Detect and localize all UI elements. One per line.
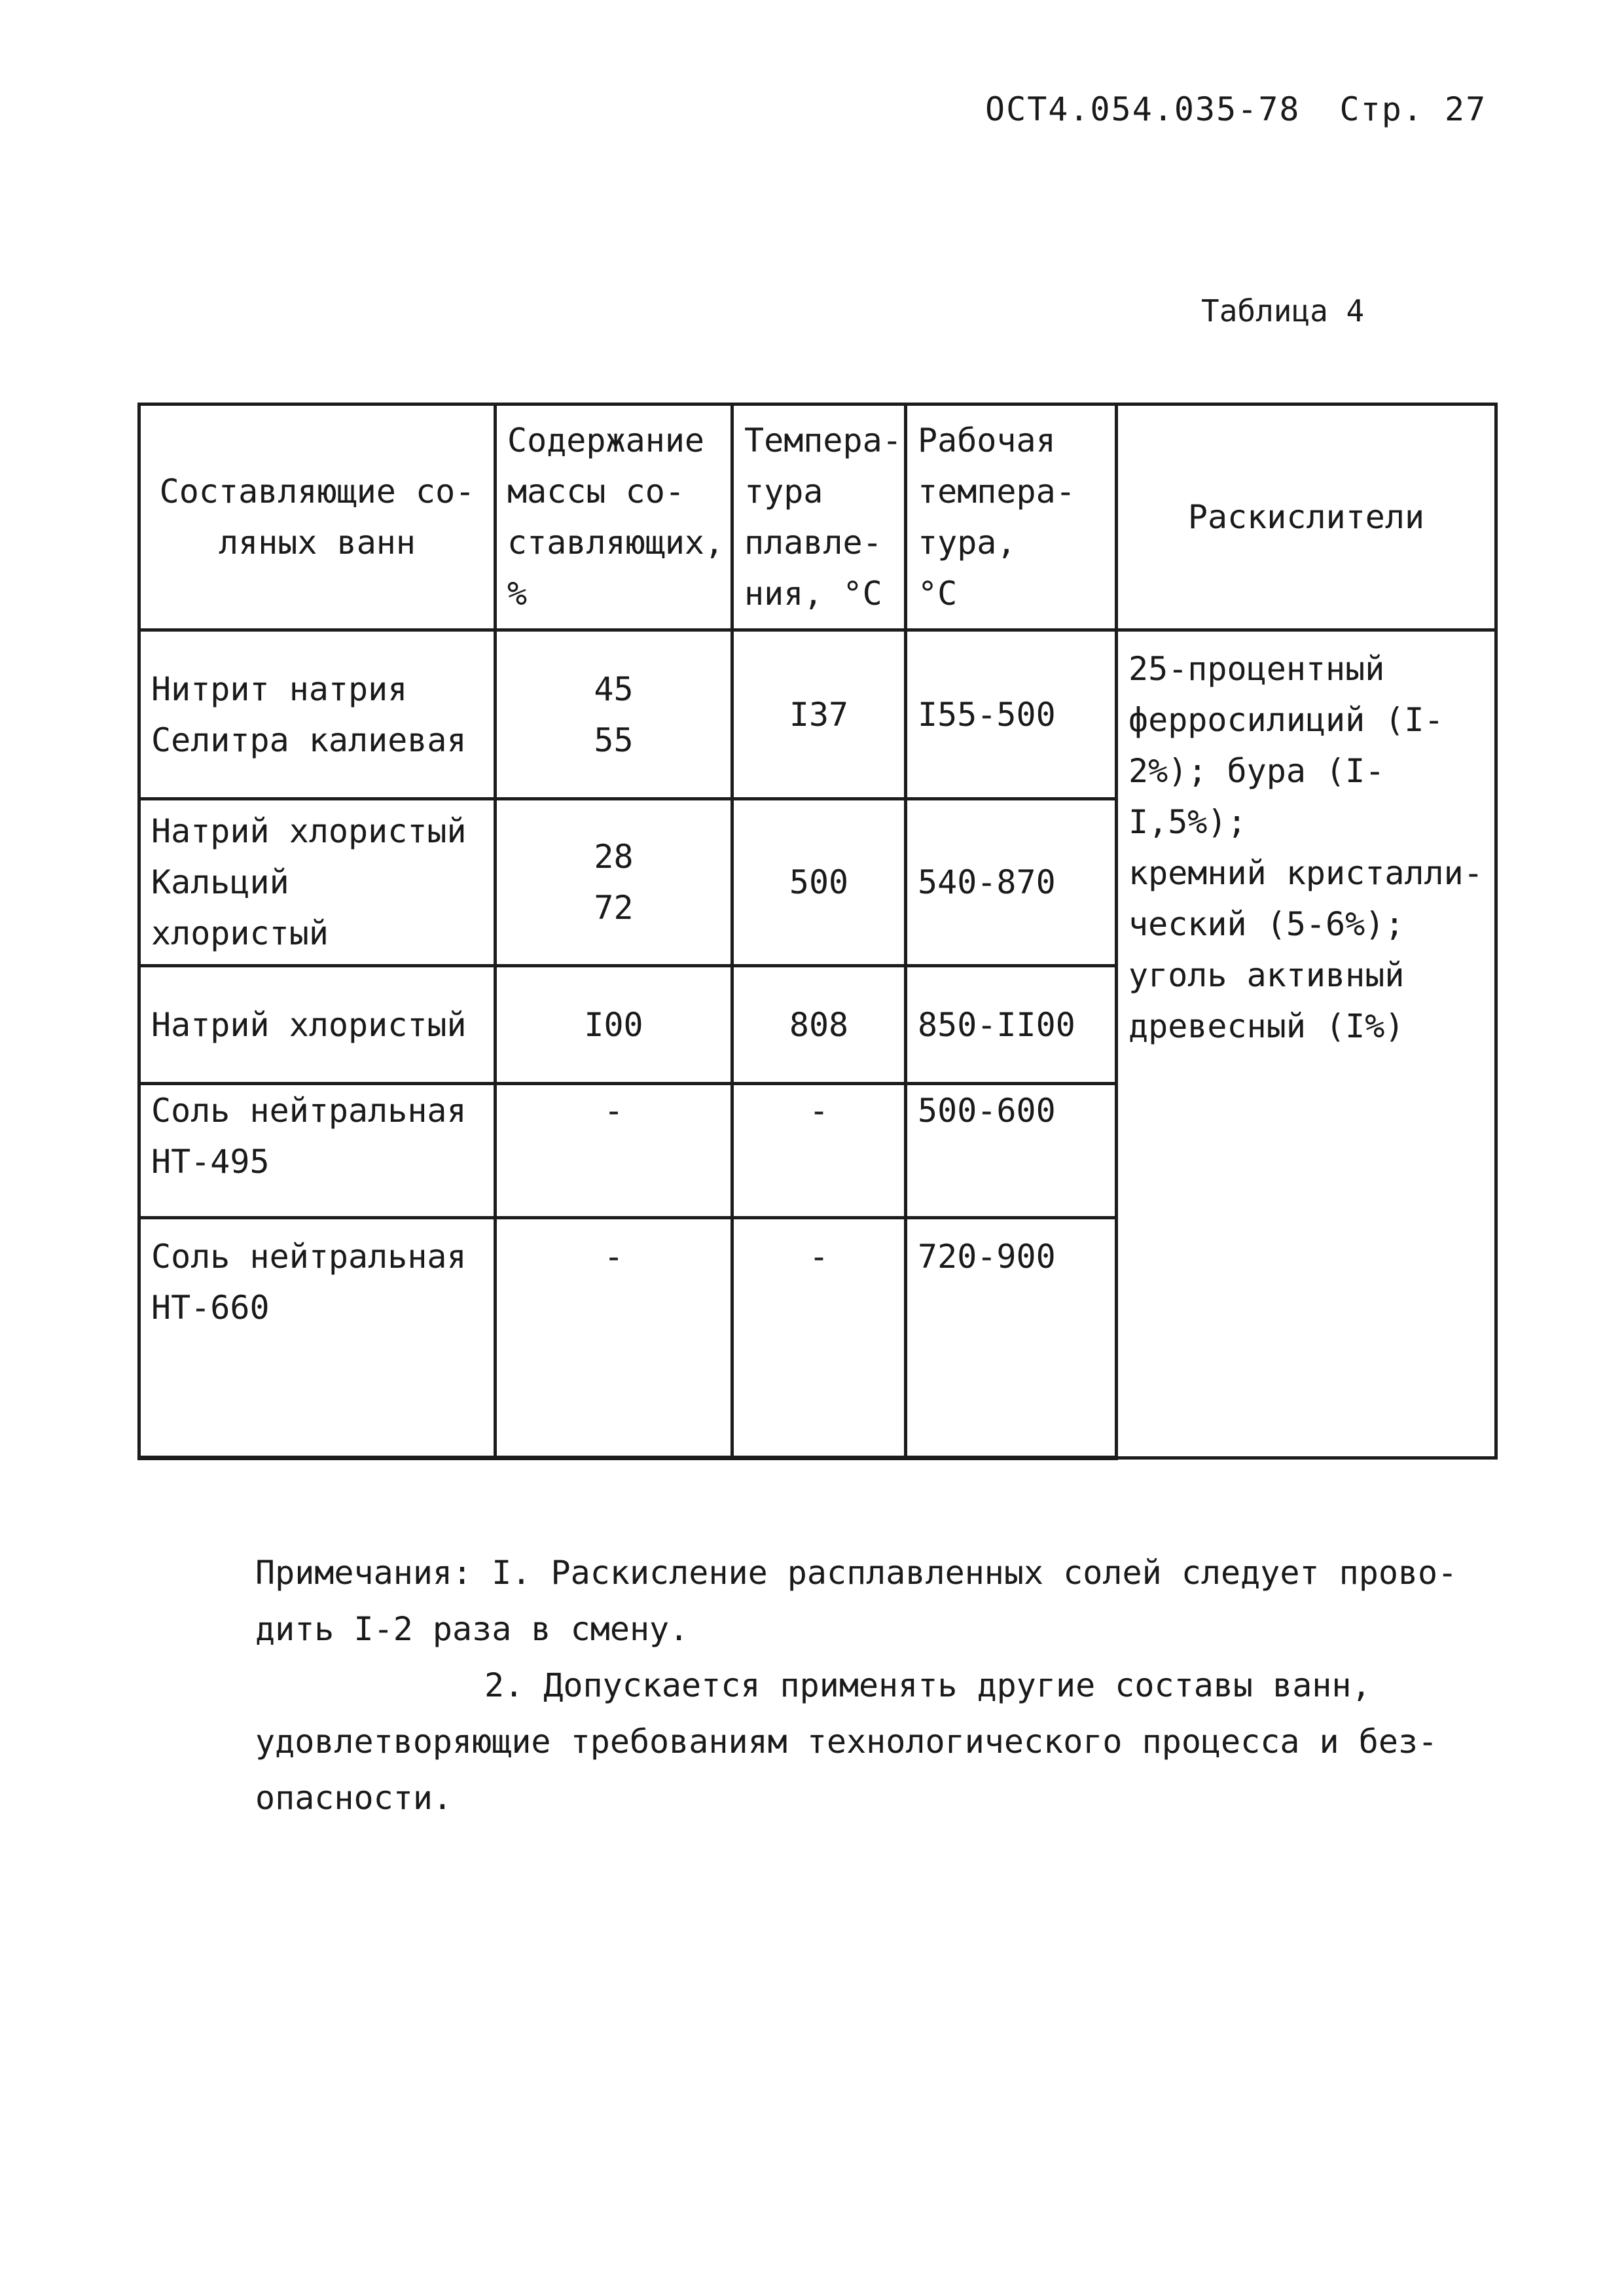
row-working: 850-II00 [906,966,1117,1084]
row-mass: 45 55 [496,630,732,799]
note-line: 2. Допускается применять другие составы ванн, [484,1666,1371,1704]
note-line: дить I-2 раза в смену. [255,1610,689,1648]
table-row [139,630,1496,799]
row-working: 720-900 [906,1218,1117,1458]
row-melting: 500 [732,799,906,966]
page-number: Стр. 27 [1339,90,1487,128]
row-melting: - [732,1218,906,1458]
row-mass: 28 72 [496,799,732,966]
table-header-row [139,404,1496,630]
deoxidizers-cell: 25-процентный ферросилиций (I- 2%); бура (I-I,5%); кремний кристалли- ческий (5-6%); уголь активный древесный (I%) [1117,630,1496,1458]
row-working: 540-870 [906,799,1117,966]
row-melting: 808 [732,966,906,1084]
row-working: I55-500 [906,630,1117,799]
header-component: Составляющие со- ляных ванн [139,404,496,630]
row-component: Натрий хлористый [139,966,496,1084]
header-deoxidizers: Раскислители [1117,404,1496,630]
header-melting-temp: Темпера- тура плавле- ния, °С [732,404,906,630]
page-header [985,90,1487,128]
row-mass: I00 [496,966,732,1084]
table-label: Таблица 4 [1201,293,1365,329]
row-component: Соль нейтральная НТ-495 [139,1084,496,1218]
row-mass: - [496,1084,732,1218]
row-mass: - [496,1218,732,1458]
row-component: Соль нейтральная НТ-660 [139,1218,496,1458]
notes [255,1545,1486,1826]
header-mass-content: Содержание массы со- ставляющих, % [496,404,732,630]
salt-bath-table [137,403,1498,1460]
row-working: 500-600 [906,1084,1117,1218]
document-number: ОСТ4.054.035-78 [985,90,1301,128]
row-component: Нитрит натрия Селитра калиевая [139,630,496,799]
header-working-temp: Рабочая темпера- тура, °С [906,404,1117,630]
row-component: Натрий хлористый Кальций хлористый [139,799,496,966]
note-line: удовлетворяющие требованиям технологического процесса и без- [255,1723,1438,1761]
note-line: Примечания: I. Раскисление расплавленных солей следует прово- [255,1554,1458,1592]
row-melting: - [732,1084,906,1218]
row-melting: I37 [732,630,906,799]
note-line: опасности. [255,1779,453,1817]
